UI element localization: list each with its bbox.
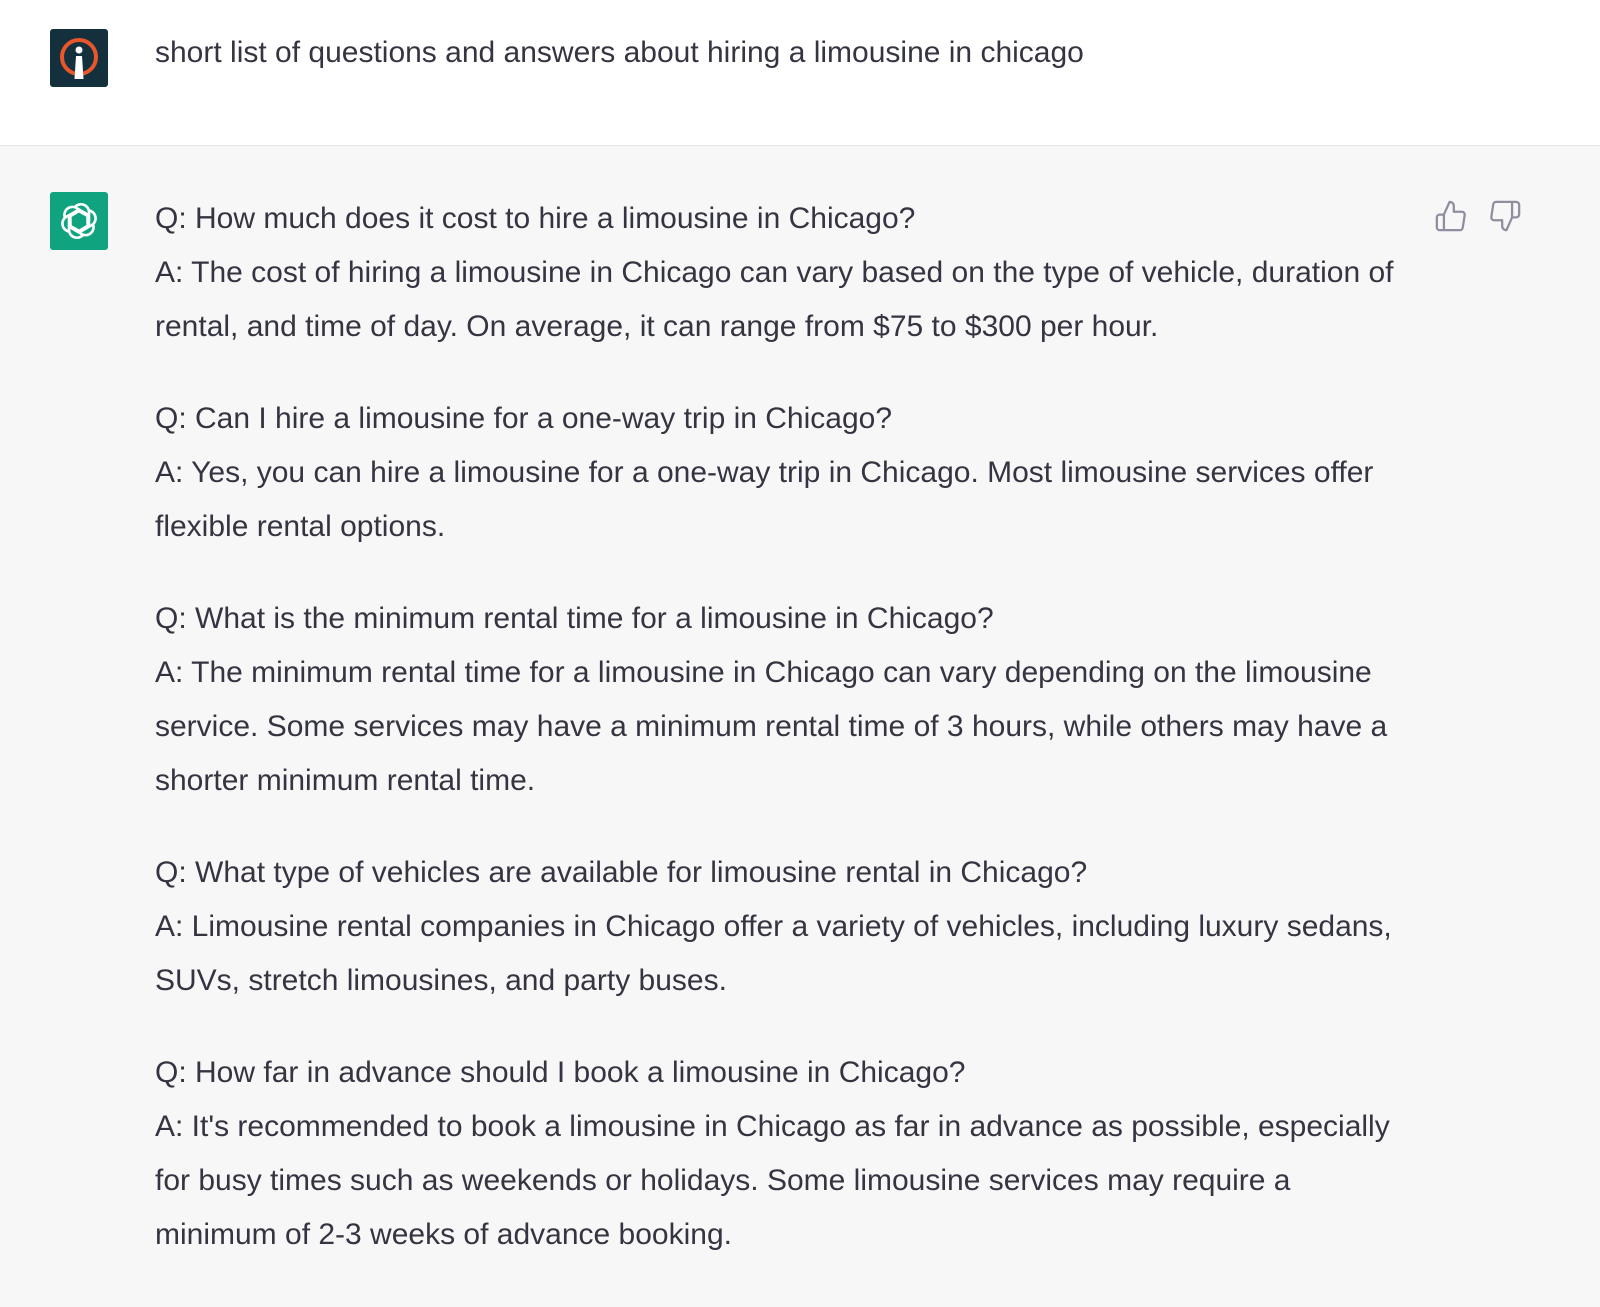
user-message-text: short list of questions and answers about hiring a limousine in chicago — [155, 36, 1084, 69]
answer-text: A: It's recommended to book a limousine in Chicago as far in advance as possible, especially for busy times such as weekends or holidays. Some limousine services may require a minimum of 2-3 weeks of advance booking. — [155, 1110, 1390, 1251]
answer-text: A: Limousine rental companies in Chicago offer a variety of vehicles, including luxury sedans, SUVs, stretch limousines, and party buses. — [155, 910, 1392, 997]
thumbs-up-button[interactable] — [1434, 198, 1468, 234]
qa-item — [155, 592, 1415, 808]
answer-text: A: The cost of hiring a limousine in Chicago can vary based on the type of vehicle, duration of rental, and time of day. On average, it can range from $75 to $300 per hour. — [155, 256, 1394, 343]
thumbs-down-icon — [1488, 198, 1522, 234]
qa-item — [155, 192, 1415, 354]
question-text: Q: How much does it cost to hire a limousine in Chicago? — [155, 202, 916, 235]
user-message-row — [0, 0, 1600, 146]
thumbs-down-button[interactable] — [1488, 198, 1522, 234]
question-text: Q: How far in advance should I book a limousine in Chicago? — [155, 1056, 966, 1089]
assistant-avatar — [50, 192, 108, 250]
question-text: Q: What type of vehicles are available for limousine rental in Chicago? — [155, 856, 1088, 889]
openai-logo-icon — [50, 192, 108, 250]
qa-item — [155, 1046, 1415, 1262]
answer-text: A: Yes, you can hire a limousine for a one-way trip in Chicago. Most limousine services offer flexible rental options. — [155, 456, 1374, 543]
user-avatar-icon — [50, 29, 108, 87]
assistant-message-body — [155, 192, 1415, 1300]
qa-item — [155, 846, 1415, 1008]
question-text: Q: What is the minimum rental time for a limousine in Chicago? — [155, 602, 994, 635]
qa-item — [155, 392, 1415, 554]
answer-text: A: The minimum rental time for a limousine in Chicago can vary depending on the limousine service. Some services may have a minimum rental time of 3 hours, while others may have a shorter minimum rental time. — [155, 656, 1388, 797]
thumbs-up-icon — [1434, 198, 1468, 234]
question-text: Q: Can I hire a limousine for a one-way trip in Chicago? — [155, 402, 893, 435]
user-avatar — [50, 29, 108, 87]
assistant-message-row — [0, 146, 1600, 1307]
